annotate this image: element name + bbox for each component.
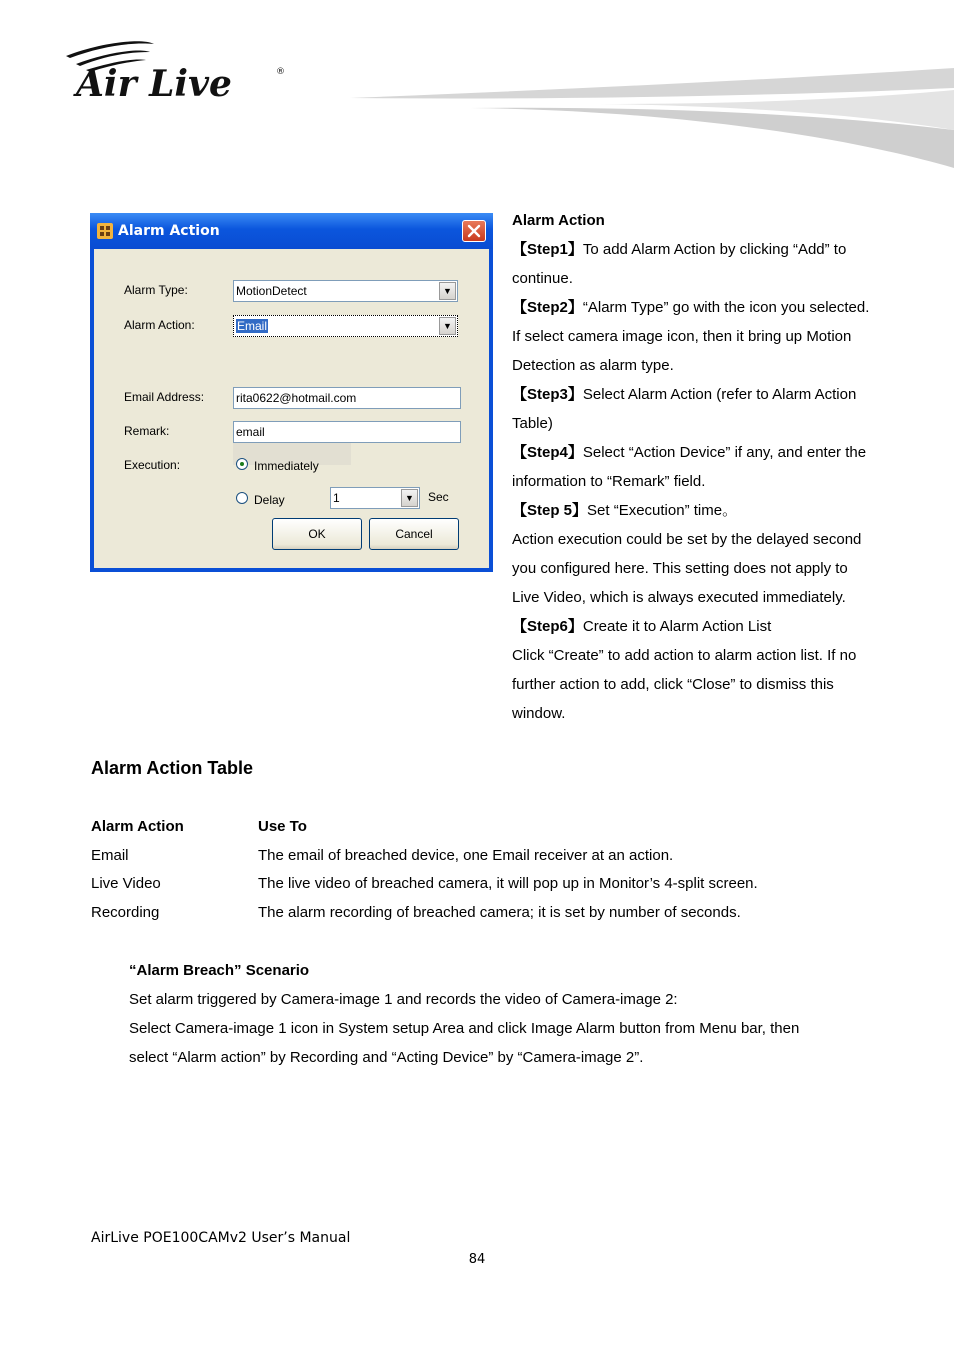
close-icon [463,221,485,241]
step2-text: “Alarm Type” go with the icon you selected. [582,299,870,316]
alarm-action-label: Alarm Action: [124,318,195,332]
alarm-action-dialog [90,213,493,572]
footer-manual-title: AirLive POE100CAMv2 User’s Manual [91,1230,351,1246]
svg-text:Air Live: Air Live [76,63,232,105]
alarm-breach-scenario [129,956,909,1072]
step5-cont2: you configured here. This setting does not apply to [512,560,848,577]
table-row [0,847,954,867]
table-header-row [0,818,954,838]
step1-text: To add Alarm Action by clicking “Add” to [582,241,847,258]
cancel-button[interactable]: Cancel [369,518,459,550]
step5 [512,496,912,525]
column-header-use-to: Use To [258,818,307,835]
step2 [512,293,912,322]
alarm-action-select[interactable] [233,315,458,337]
dialog-title: Alarm Action [118,223,220,239]
step5-text: Set “Execution” time。 [587,502,738,519]
chevron-down-icon[interactable]: ▼ [439,317,456,335]
alarm-action-steps [512,206,912,728]
steps-heading: Alarm Action [512,212,605,229]
step4 [512,438,912,467]
dialog-client-area [94,249,489,568]
step6 [512,612,912,641]
table-heading: Alarm Action Table [91,758,254,778]
step3-cont: Table) [512,415,553,432]
dialog-titlebar[interactable] [90,213,493,249]
alarm-app-icon [96,222,114,240]
airlive-logo [62,38,292,106]
table-cell-action: Recording [91,904,160,921]
email-address-value: rita0622@hotmail.com [236,391,357,405]
table-cell-action: Email [91,847,129,864]
svg-text:®: ® [276,67,285,77]
step3-text: Select Alarm Action (refer to Alarm Action [582,386,857,403]
step1-cont: continue. [512,270,573,287]
step2-cont2: Detection as alarm type. [512,357,674,374]
execution-label: Execution: [124,458,181,472]
table-row [0,904,954,924]
table-row [0,875,954,895]
close-button[interactable] [462,220,486,242]
immediately-label: Immediately [254,459,319,473]
delay-seconds-select[interactable] [330,487,420,509]
chevron-down-icon[interactable]: ▼ [439,282,456,300]
step5-cont3: Live Video, which is always executed immediately. [512,589,846,606]
alarm-action-value: Email [237,319,268,333]
remark-label: Remark: [124,424,170,438]
step4-text: Select “Action Device” if any, and enter the [582,444,867,461]
step5-tag: 【Step 5】 [512,502,588,519]
step6-tag: 【Step6】 [512,618,583,635]
step6-cont2: further action to add, click “Close” to dismiss this [512,676,834,693]
ok-button[interactable]: OK [272,518,362,550]
email-address-field[interactable] [233,387,461,409]
column-header-alarm-action: Alarm Action [91,818,184,835]
table-cell-use: The email of breached device, one Email receiver at an action. [258,847,674,864]
immediately-radio[interactable] [236,458,248,470]
table-cell-action: Live Video [91,875,161,892]
step2-tag: 【Step2】 [512,299,583,316]
chevron-down-icon[interactable]: ▼ [401,489,418,507]
alarm-type-label: Alarm Type: [124,283,188,297]
step6-cont3: window. [512,705,566,722]
remark-value: email [236,425,265,439]
step6-text: Create it to Alarm Action List [582,618,772,635]
page-number: 84 [468,1252,486,1267]
table-cell-use: The live video of breached camera, it will pop up in Monitor’s 4-split screen. [258,875,758,892]
step4-tag: 【Step4】 [512,444,583,461]
alarm-type-select[interactable] [233,280,458,302]
header-swoosh-decoration [350,60,954,175]
alarm-type-value: MotionDetect [236,284,307,298]
delay-unit-label: Sec [428,490,449,504]
delay-label: Delay [254,493,285,507]
table-cell-use: The alarm recording of breached camera; it is set by number of seconds. [258,904,741,921]
scenario-line: Select Camera-image 1 icon in System setup Area and click Image Alarm button from Menu bar, then [129,1020,800,1037]
step5-cont1: Action execution could be set by the delayed second [512,531,862,548]
step1-tag: 【Step1】 [512,241,583,258]
remark-field[interactable] [233,421,461,443]
step4-cont: information to “Remark” field. [512,473,706,490]
step3 [512,380,912,409]
step2-cont1: If select camera image icon, then it bring up Motion [512,328,852,345]
delay-seconds-value: 1 [333,491,340,505]
delay-radio[interactable] [236,492,248,504]
step6-cont1: Click “Create” to add action to alarm action list. If no [512,647,857,664]
scenario-title: “Alarm Breach” Scenario [129,962,310,979]
step1 [512,235,912,264]
email-address-label: Email Address: [124,390,205,404]
scenario-line: Set alarm triggered by Camera-image 1 and records the video of Camera-image 2: [129,991,678,1008]
step3-tag: 【Step3】 [512,386,583,403]
scenario-line: select “Alarm action” by Recording and “Acting Device” by “Camera-image 2”. [129,1049,644,1066]
